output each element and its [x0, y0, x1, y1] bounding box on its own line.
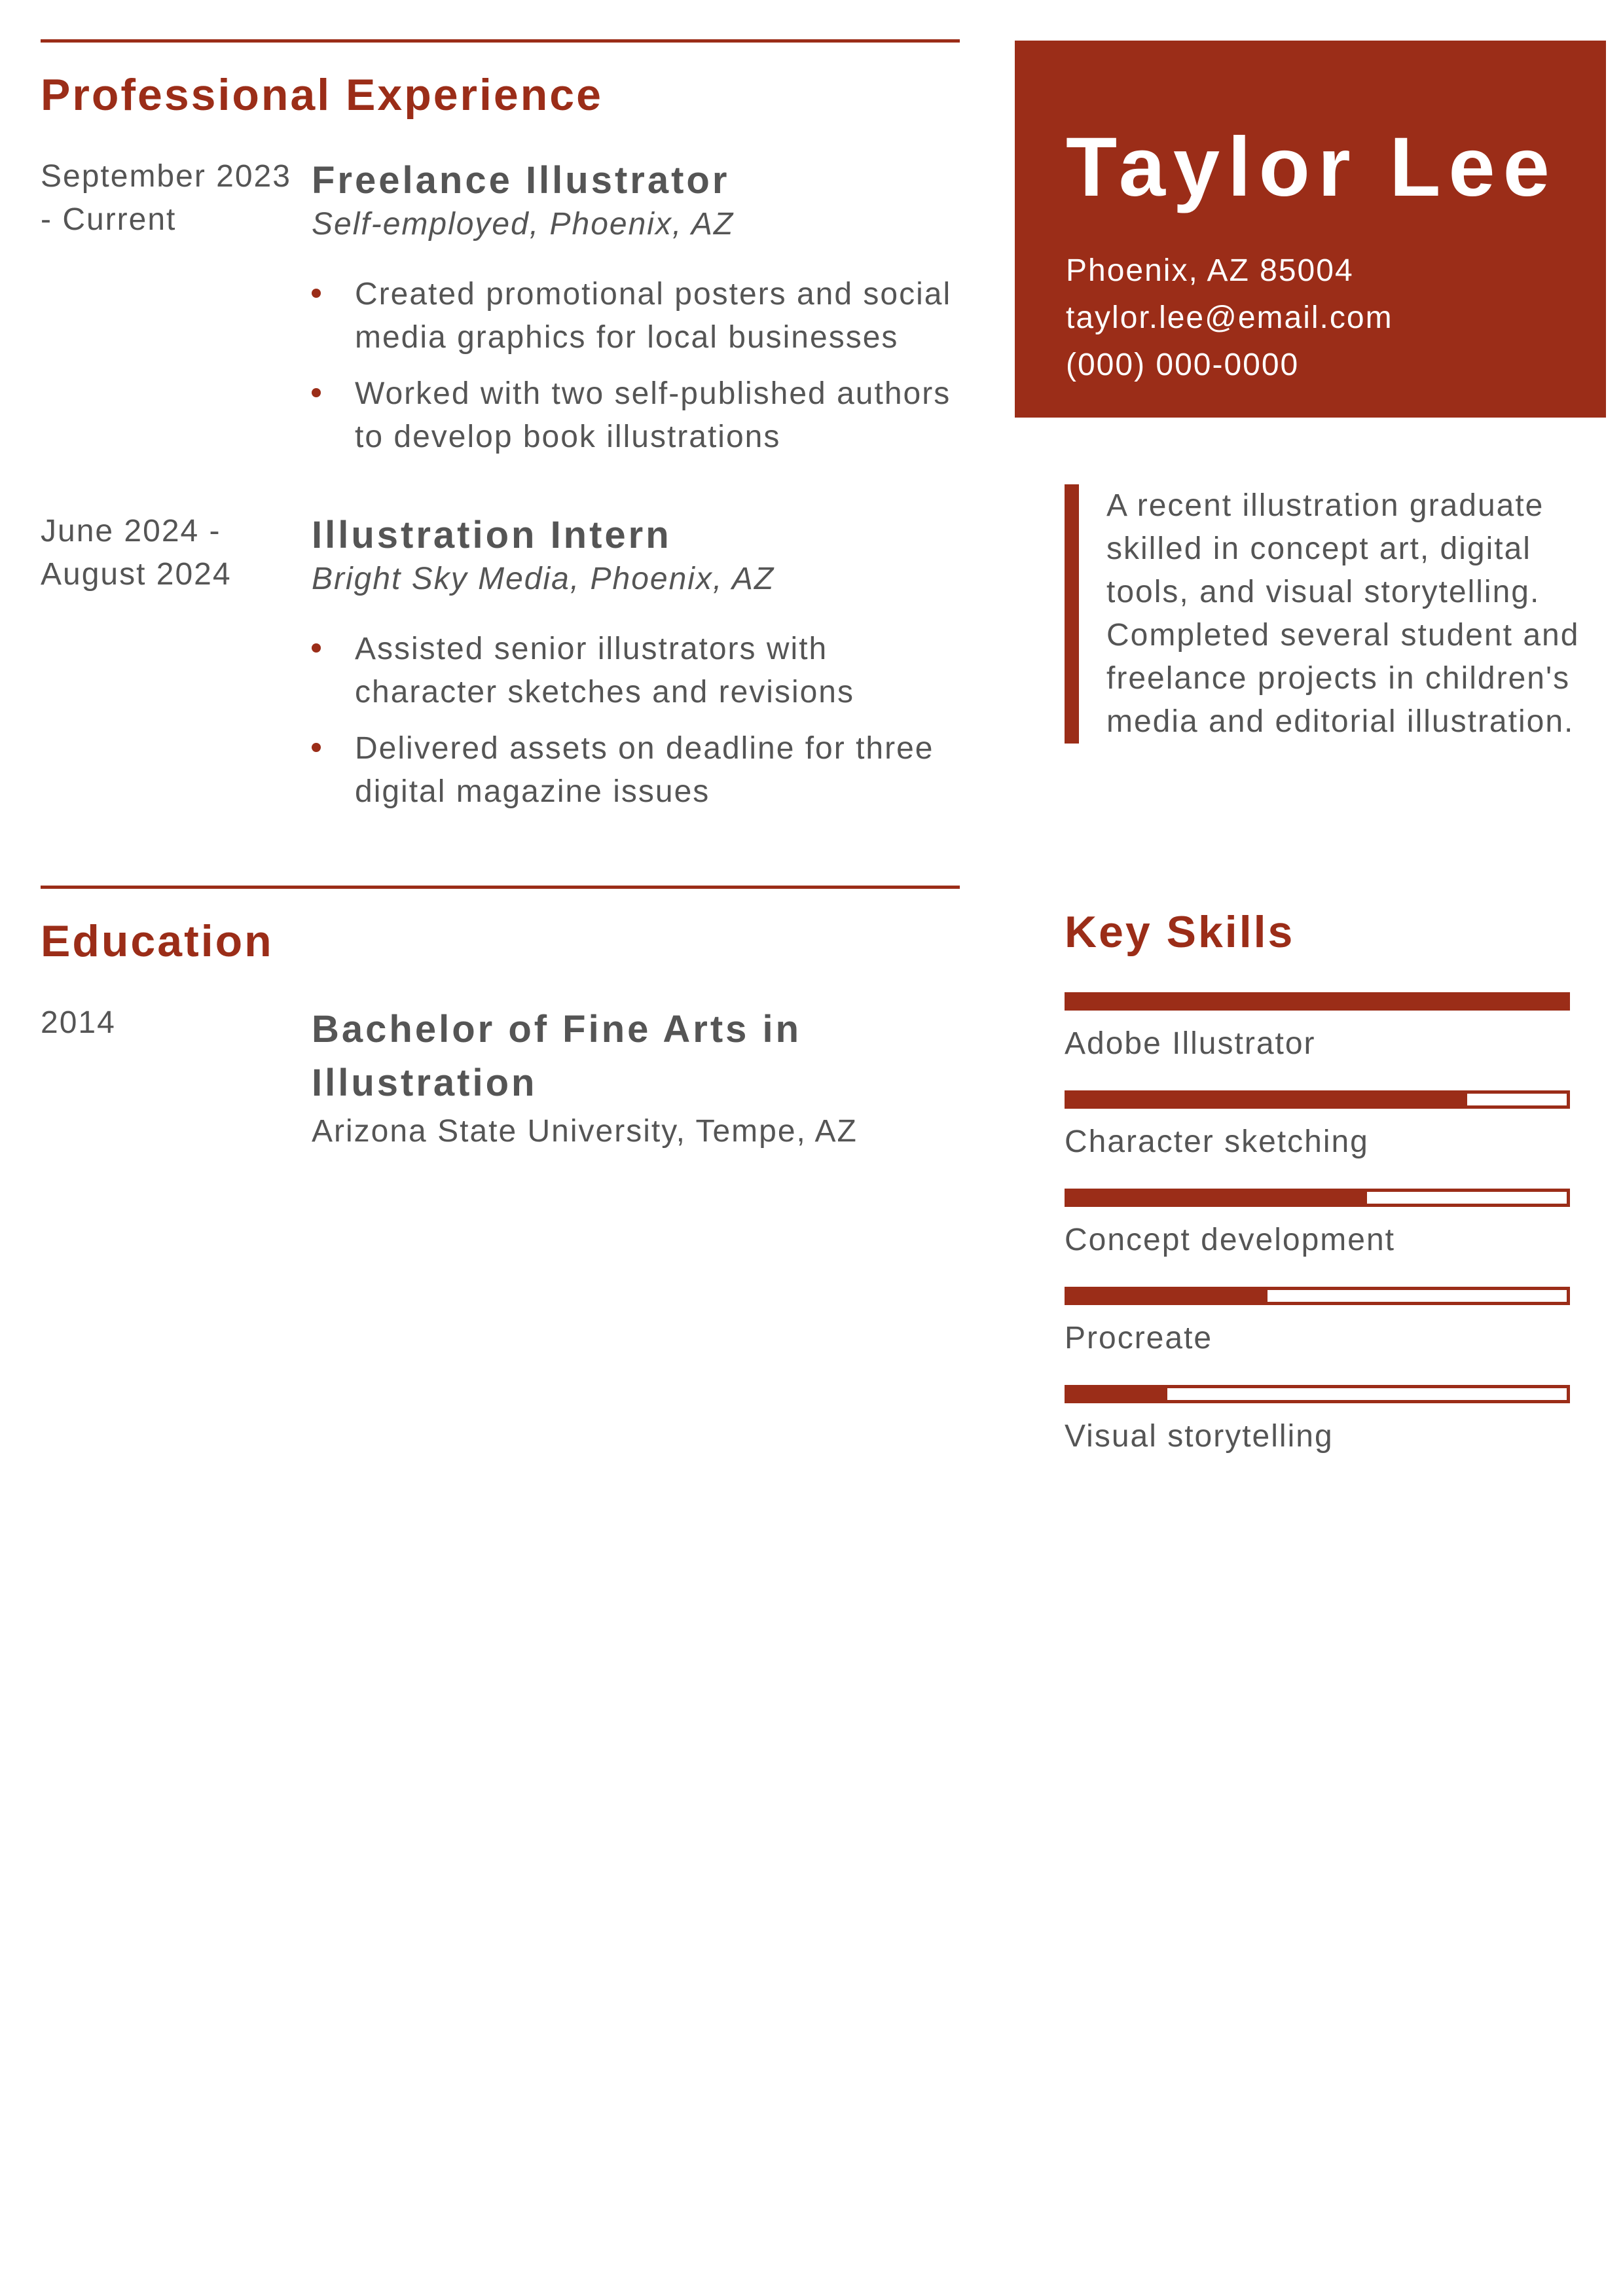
experience-body [312, 155, 960, 472]
bullet-item [312, 372, 960, 459]
bullet-item [312, 727, 960, 814]
skills-list [1065, 992, 1570, 1458]
skill-label: Character sketching [1065, 1124, 1369, 1159]
skill-label: Procreate [1065, 1321, 1213, 1355]
experience-date: September 2023 - Current [41, 159, 291, 237]
contact-email: taylor.lee@email.com [1066, 300, 1393, 335]
bullet-dot-icon [312, 743, 321, 752]
bullet-text: Worked with two self-published authors to develop book illustrations [355, 376, 951, 454]
experience-heading: Professional Experience [41, 70, 603, 120]
school-name: Arizona State University, Tempe, AZ [312, 1114, 858, 1149]
skill-level-bar [1065, 992, 1570, 1011]
job-title: Freelance Illustrator [312, 159, 730, 202]
skill-level-fill [1068, 1290, 1267, 1302]
bullet-dot-icon [312, 289, 321, 298]
skills-section [1065, 907, 1570, 1483]
skill-level-bar [1065, 1385, 1570, 1403]
skill-level-bar [1065, 1090, 1570, 1109]
job-title: Illustration Intern [312, 514, 672, 556]
job-company: Self-employed, Phoenix, AZ [312, 207, 735, 242]
bullet-item [312, 628, 960, 714]
degree-title: Bachelor of Fine Arts in Illustration [312, 1008, 802, 1104]
job-company: Bright Sky Media, Phoenix, AZ [312, 562, 775, 596]
skill-label: Adobe Illustrator [1065, 1026, 1316, 1061]
main-column [41, 39, 960, 1153]
education-entry [41, 1001, 960, 1153]
section-divider [41, 39, 960, 43]
education-body [312, 1001, 960, 1153]
bullet-dot-icon [312, 388, 321, 397]
contact-phone: (000) 000-0000 [1066, 348, 1300, 382]
skill-level-fill [1068, 1192, 1367, 1204]
skill-item [1065, 1385, 1570, 1458]
skill-level-bar [1065, 1287, 1570, 1305]
skills-heading: Key Skills [1065, 907, 1295, 957]
skill-level-fill [1068, 1094, 1467, 1105]
education-heading: Education [41, 916, 274, 966]
job-bullets [312, 628, 960, 814]
professional-summary: A recent illustration graduate skilled in concept art, digital tools, and visual storytelling. Completed several student and freelance projects in children's media and editorial illustration. [1065, 484, 1582, 744]
section-divider [41, 886, 960, 889]
skill-label: Concept development [1065, 1223, 1395, 1257]
skill-level-fill [1068, 1388, 1167, 1400]
contact-location: Phoenix, AZ 85004 [1066, 253, 1354, 288]
experience-entry [41, 155, 960, 472]
skill-label: Visual storytelling [1065, 1419, 1334, 1454]
bullet-text: Delivered assets on deadline for three digital magazine issues [355, 731, 934, 809]
experience-date: June 2024 - August 2024 [41, 514, 232, 592]
skill-level-bar [1065, 1189, 1570, 1207]
bullet-text: Assisted senior illustrators with character sketches and revisions [355, 632, 854, 709]
skill-item [1065, 1189, 1570, 1262]
job-bullets [312, 273, 960, 459]
skill-item [1065, 1287, 1570, 1360]
skill-level-fill [1068, 996, 1567, 1007]
education-date: 2014 [41, 1005, 116, 1040]
bullet-text: Created promotional posters and social media graphics for local businesses [355, 277, 952, 355]
skill-item [1065, 1090, 1570, 1164]
experience-body [312, 510, 960, 827]
candidate-name: Taylor Lee [1066, 120, 1558, 214]
experience-entry [41, 510, 960, 827]
skill-item [1065, 992, 1570, 1066]
name-header [1015, 41, 1606, 418]
bullet-item [312, 273, 960, 359]
bullet-dot-icon [312, 643, 321, 653]
